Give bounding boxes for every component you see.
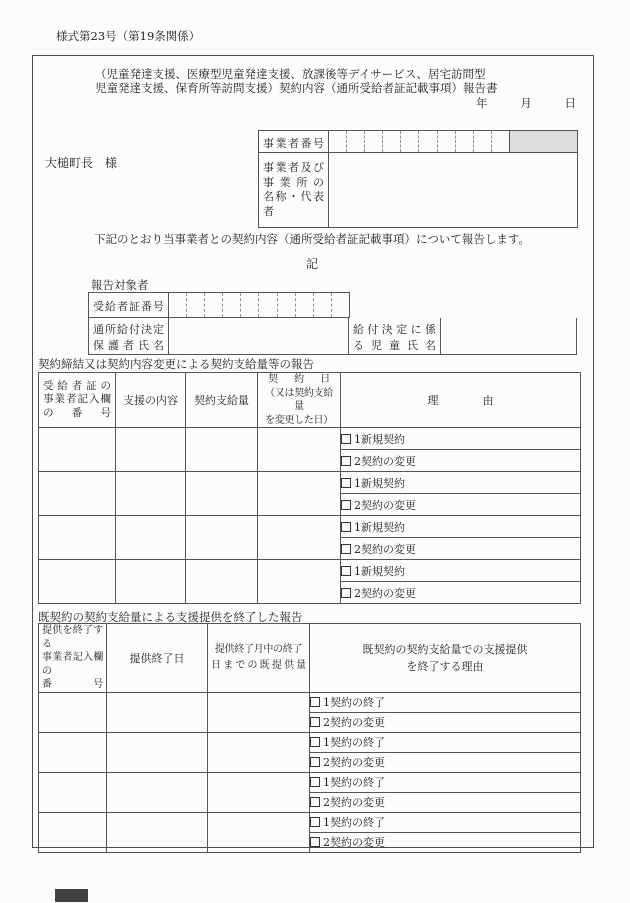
digit-cell[interactable]: [491, 131, 509, 152]
cert-number-input[interactable]: [169, 293, 349, 317]
termination-entry-number-cell[interactable]: [39, 772, 107, 812]
termination-end-date-cell[interactable]: [107, 692, 208, 732]
termination-header-row: [39, 624, 581, 693]
digit-cell[interactable]: [329, 131, 346, 152]
contract-entry-number-cell[interactable]: [39, 472, 116, 516]
checkbox-icon[interactable]: [341, 434, 351, 444]
contract-support-content-cell[interactable]: [116, 428, 186, 472]
contract-report-table: [38, 372, 581, 604]
checkbox-icon[interactable]: [310, 757, 320, 767]
contract-support-content-cell[interactable]: [116, 560, 186, 604]
form-title-line1: （児童発達支援、医療型児童発達支援、放課後等デイサービス、居宅訪問型: [95, 67, 486, 81]
form-number-label: 様式第23号（第19条関係）: [56, 29, 201, 43]
reason-option-row: 1新規契約: [341, 560, 581, 582]
contract-entry-number-cell[interactable]: [39, 428, 116, 472]
checkbox-icon[interactable]: [341, 566, 351, 576]
provider-name-label: 事業者及び 事業所の 名称・代表者: [259, 153, 329, 227]
contract-support-content-cell[interactable]: [116, 472, 186, 516]
page-corner-mark: [55, 889, 88, 902]
checkbox-icon[interactable]: [310, 797, 320, 807]
digit-cell[interactable]: [222, 293, 240, 317]
checkbox-icon[interactable]: [310, 817, 320, 827]
contract-entry-number-cell[interactable]: [39, 516, 116, 560]
reason-option-row: 1新規契約: [341, 472, 581, 494]
contract-col4-header: 契約日 （又は契約支給量 を変更した日）: [258, 373, 341, 428]
digit-cell[interactable]: [331, 293, 349, 317]
child-name-label: 給付決定に係 る児童氏名: [349, 318, 441, 354]
subject-table: [88, 292, 577, 355]
termination-end-date-cell[interactable]: [107, 732, 208, 772]
checkbox-icon[interactable]: [341, 522, 351, 532]
digit-cell[interactable]: [473, 131, 491, 152]
reason-option-row: 2契約の変更: [341, 582, 581, 604]
reason-option-row: 1新規契約: [341, 428, 581, 450]
termination-entry-number-cell[interactable]: [39, 812, 107, 852]
child-name-input[interactable]: [441, 318, 576, 354]
reason-option-row: 1契約の終了: [310, 692, 581, 712]
checkbox-icon[interactable]: [341, 588, 351, 598]
contract-report-title: 契約締結又は契約内容変更による契約支給量等の報告: [38, 357, 314, 371]
digit-cell[interactable]: [240, 293, 258, 317]
contract-date-cell[interactable]: [258, 516, 341, 560]
digit-cell[interactable]: [258, 293, 276, 317]
checkbox-icon[interactable]: [341, 544, 351, 554]
addressee-label: 大槌町長 様: [45, 156, 118, 170]
contract-header-row: [39, 373, 581, 428]
provider-table: [258, 130, 578, 228]
termination-provided-amount-cell[interactable]: [208, 692, 310, 732]
contract-col3-header: 契約支給量: [186, 373, 258, 428]
reason-option-row: 2契約の変更: [310, 712, 581, 732]
contract-col2-header: 支援の内容: [116, 373, 186, 428]
provider-name-input[interactable]: [329, 153, 577, 227]
guardian-name-input[interactable]: [169, 318, 349, 354]
digit-cell[interactable]: [346, 131, 364, 152]
termination-col1-header: 提供を終了する 事業者記入欄の 番号: [39, 624, 107, 693]
digit-cell[interactable]: [400, 131, 418, 152]
subject-section-label: 報告対象者: [91, 278, 149, 292]
intro-sentence: 下記のとおり当事業者との契約内容（通所受給者証記載事項）について報告します。: [94, 232, 530, 246]
termination-provided-amount-cell[interactable]: [208, 812, 310, 852]
checkbox-icon[interactable]: [310, 697, 320, 707]
termination-entry-number-cell[interactable]: [39, 692, 107, 732]
provider-number-input[interactable]: [329, 131, 509, 152]
reason-option-row: 2契約の変更: [310, 792, 581, 812]
contract-entry-number-cell[interactable]: [39, 560, 116, 604]
contract-date-cell[interactable]: [258, 560, 341, 604]
contract-support-content-cell[interactable]: [116, 516, 186, 560]
digit-cell[interactable]: [295, 293, 313, 317]
digit-cell[interactable]: [186, 293, 204, 317]
digit-cell[interactable]: [418, 131, 436, 152]
contract-amount-cell[interactable]: [186, 560, 258, 604]
termination-col2-header: 提供終了日: [107, 624, 208, 693]
cert-number-label: 受給者証番号: [89, 293, 169, 317]
checkbox-icon[interactable]: [310, 837, 320, 847]
checkbox-icon[interactable]: [310, 777, 320, 787]
contract-amount-cell[interactable]: [186, 516, 258, 560]
digit-cell[interactable]: [364, 131, 382, 152]
termination-provided-amount-cell[interactable]: [208, 772, 310, 812]
date-line: [476, 95, 576, 111]
digit-cell[interactable]: [313, 293, 331, 317]
termination-col4-header: 既契約の契約支給量での支援提供 を終了する理由: [310, 624, 581, 693]
digit-cell[interactable]: [204, 293, 222, 317]
date-month-label: 月: [520, 96, 532, 110]
checkbox-icon[interactable]: [341, 456, 351, 466]
checkbox-icon[interactable]: [341, 500, 351, 510]
reason-option-row: 2契約の変更: [310, 832, 581, 852]
contract-amount-cell[interactable]: [186, 428, 258, 472]
contract-date-cell[interactable]: [258, 472, 341, 516]
contract-col5-header: 理 由: [341, 373, 581, 428]
reason-option-row: 1契約の終了: [310, 772, 581, 792]
digit-cell[interactable]: [455, 131, 473, 152]
date-day-label: 日: [564, 96, 576, 110]
checkbox-icon[interactable]: [341, 478, 351, 488]
guardian-name-label: 通所給付決定 保護者氏名: [89, 318, 169, 354]
checkbox-icon[interactable]: [310, 737, 320, 747]
digit-cell[interactable]: [277, 293, 295, 317]
reason-option-row: 2契約の変更: [341, 450, 581, 472]
reason-option-row: 2契約の変更: [341, 494, 581, 516]
reason-option-row: 2契約の変更: [310, 752, 581, 772]
reason-option-row: 1新規契約: [341, 516, 581, 538]
reason-option-row: 1契約の終了: [310, 732, 581, 752]
reason-option-row: 1契約の終了: [310, 812, 581, 832]
termination-entry-number-cell[interactable]: [39, 732, 107, 772]
contract-col1-header: 受給者証の 事業者記入欄 の番号: [39, 373, 116, 428]
contract-date-cell[interactable]: [258, 428, 341, 472]
termination-provided-amount-cell[interactable]: [208, 732, 310, 772]
termination-col3-header: 提供終了月中の終了 日までの既提供量: [208, 624, 310, 693]
digit-cell[interactable]: [382, 131, 400, 152]
reason-option-row: 2契約の変更: [341, 538, 581, 560]
termination-report-table: [38, 623, 581, 853]
digit-cell[interactable]: [169, 293, 186, 317]
form-title-line2: 児童発達支援、保育所等訪問支援）契約内容（通所受給者証記載事項）報告書: [95, 81, 498, 95]
provider-number-label: 事業者番号: [259, 131, 329, 152]
termination-end-date-cell[interactable]: [107, 812, 208, 852]
provider-number-shaded-cell[interactable]: [509, 131, 577, 152]
ki-heading: 記: [305, 257, 318, 271]
termination-end-date-cell[interactable]: [107, 772, 208, 812]
contract-amount-cell[interactable]: [186, 472, 258, 516]
date-year-label: 年: [476, 96, 488, 110]
digit-cell[interactable]: [437, 131, 455, 152]
termination-report-title: 既契約の契約支給量による支援提供を終了した報告: [38, 610, 303, 624]
checkbox-icon[interactable]: [310, 717, 320, 727]
